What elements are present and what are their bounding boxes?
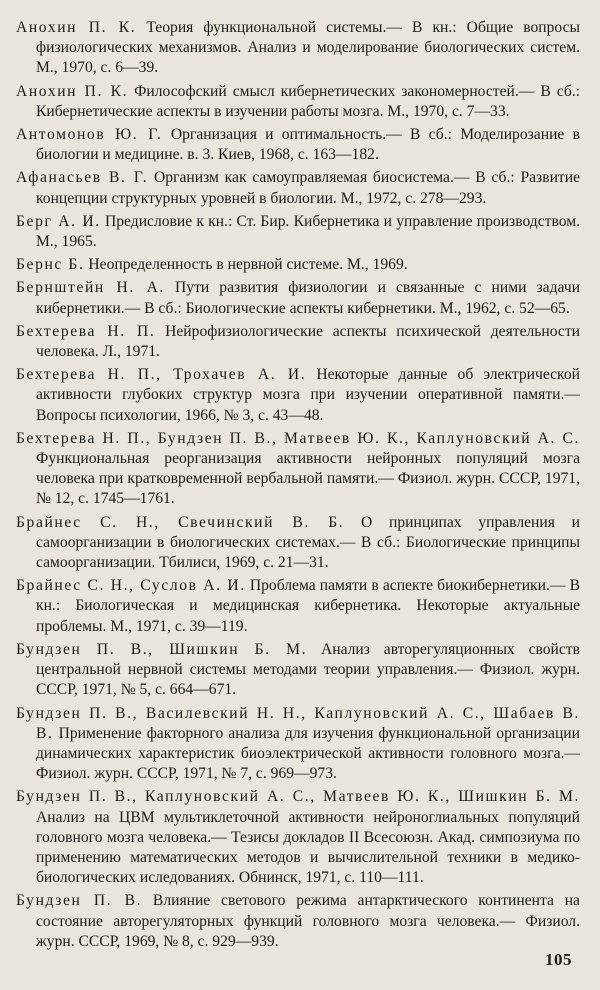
reference-author: Бернштейн Н. А.	[16, 279, 165, 297]
reference-text: Анализ на ЦВМ мультиклеточной активности нейроноглиальных популяций головного мозга человека.— Тезисы докладов II Всесоюзн. Акад. симпозиума по применению математических методов и вычислительной техники в медико-биологических иследованиях. Обнинск, 1971, с. 110—111.	[36, 808, 580, 887]
reference-entry	[16, 576, 580, 637]
reference-entry	[16, 640, 580, 701]
reference-entry	[16, 322, 580, 362]
reference-entry	[16, 82, 580, 122]
page-number: 105	[545, 950, 572, 969]
reference-author: Бехтерева Н. П., Бундзен П. В., Матвеев Ю. К., Каплуновский А. С.	[16, 429, 580, 447]
reference-entry	[16, 365, 580, 426]
reference-author: Бундзен П. В., Василевский Н. Н., Каплуновский А. С., Шабаев В. В.	[16, 704, 580, 742]
reference-author: Бехтерева Н. П.	[16, 322, 156, 340]
reference-entry	[16, 18, 580, 79]
reference-author: Анохин П. К.	[16, 19, 137, 36]
reference-entry	[16, 212, 580, 252]
reference-text: Пути развития физиологии и связанные с ними задачи кибернетики.— В сб.: Биологические аспекты кибернетики. М., 1962, с. 52—65.	[36, 279, 580, 317]
reference-list	[16, 18, 580, 952]
reference-entry	[16, 704, 580, 785]
reference-text: Функциональная реорганизация активности нейронных популяций мозга человека при кратковременной вербальной памяти.— Физиол. журн. СССР, 1971, № 12, с. 1745—1761.	[36, 450, 580, 508]
reference-text: Проблема памяти в аспекте биокибернетики.— В кн.: Биологическая и медицинская кибернетика. Некоторые актуальные проблемы. М., 1971, с. 39—119.	[36, 577, 580, 635]
reference-text: Влияние светового режима антарктического континента на состояние авторегуляторных функций головного мозга человека.— Физиол. журн. СССР, 1969, № 8, с. 929—939.	[36, 892, 580, 950]
reference-entry	[16, 787, 580, 888]
reference-text: Применение факторного анализа для изучения функциональной организации динамических характеристик биоэлектрической активности головного мозга.— Физиол. журн. СССР, 1971, № 7, с. 969—973.	[36, 724, 580, 783]
reference-entry	[16, 278, 580, 318]
reference-text: Некоторые данные об электрической активности глубоких структур мозга при изучении оперативной памяти.— Вопросы психологии, 1966, № 3, с. 43—48.	[36, 366, 580, 424]
reference-text: Анализ авторегуляционных свойств центральной нервной системы методами теории управления.— Физиол. журн. СССР, 1971, № 5, с. 664—671.	[36, 640, 580, 699]
reference-text: Теория функциональной системы.— В кн.: Общие вопросы физиологических механизмов. Анализ и моделирование биологических систем. М., 1970, с. 6—39.	[36, 19, 580, 77]
reference-author: Бундзен П. В.	[16, 892, 143, 910]
reference-author: Бундзен П. В., Шишкин Б. М.	[16, 640, 308, 658]
reference-author: Брайнес С. Н., Суслов А. И.	[16, 577, 246, 595]
reference-text: Нейрофизиологические аспекты психической деятельности человека. Л., 1971.	[36, 322, 580, 361]
reference-text: Философский смысл кибернетических закономерностей.— В сб.: Кибернетические аспекты в изучении работы мозга. М., 1970, с. 7—33.	[36, 82, 580, 120]
reference-entry	[16, 513, 580, 574]
reference-entry	[16, 891, 580, 952]
reference-author: Антомонов Ю. Г.	[16, 126, 163, 144]
reference-author: Бундзен П. В., Каплуновский А. С., Матвеев Ю. К., Шишкин Б. М.	[16, 788, 580, 806]
reference-text: Организация и оптимальность.— В сб.: Моделирозание в биологии и медицине. в. 3. Киев, 1968, с. 163—182.	[36, 126, 580, 164]
reference-author: Берг А. И.	[16, 212, 101, 230]
reference-entry	[16, 255, 580, 275]
reference-author: Брайнес С. Н., Свечинский В. Б.	[16, 513, 345, 531]
reference-text: Организм как самоуправляемая биосистема.— В сб.: Развитие концепции структурных уровней в биологии. М., 1972, с. 278—293.	[36, 169, 580, 207]
reference-text: Неопределенность в нервной системе. М., 1969.	[88, 256, 408, 274]
reference-author: Бернс Б.	[16, 256, 85, 274]
reference-author: Анохин П. К.	[16, 82, 129, 100]
reference-entry	[16, 125, 580, 165]
reference-author: Бехтерева Н. П., Трохачев А. И.	[16, 366, 307, 384]
reference-entry	[16, 168, 580, 208]
reference-text: Предисловие к кн.: Ст. Бир. Кибернетика и управление производством. М., 1965.	[36, 212, 580, 251]
reference-entry	[16, 429, 580, 510]
reference-author: Афанасьев В. Г.	[16, 169, 149, 187]
reference-text: О принципах управления и самоорганизации в биологических системах.— В сб.: Биологические принципы самоорганизации. Тбилиси, 1969, с. 21—31.	[36, 513, 580, 572]
